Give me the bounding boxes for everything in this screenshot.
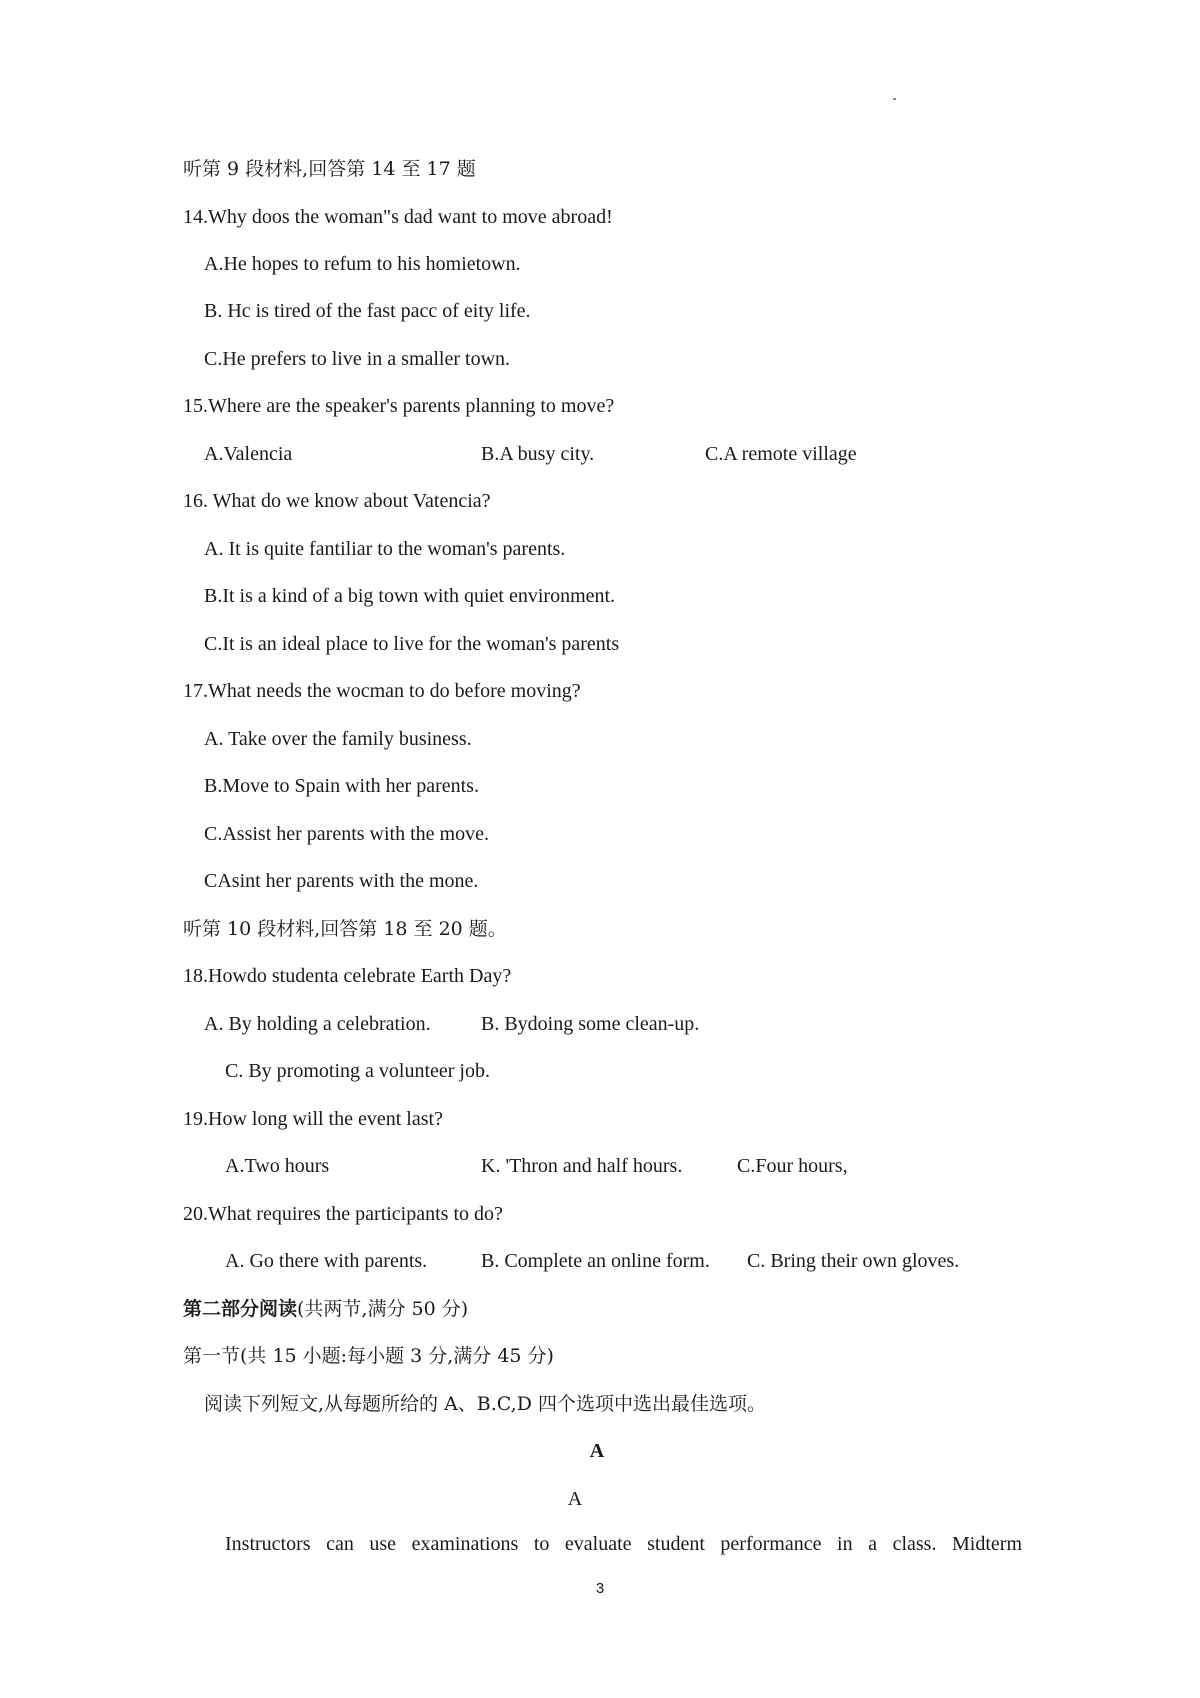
section-9-heading: 听第 9 段材料,回答第 14 至 17 题	[183, 158, 476, 180]
question-15-option-c: C.A remote village	[705, 443, 857, 465]
question-14-option-a: A.He hopes to refum to his homietown.	[204, 253, 521, 275]
section-10-heading: 听第 10 段材料,回答第 18 至 20 题。	[183, 918, 507, 940]
question-19-option-a: A.Two hours	[225, 1155, 330, 1177]
question-17-option-a: A. Take over the family business.	[204, 728, 472, 750]
question-15-stem: 15.Where are the speaker's parents planning to move?	[183, 395, 615, 417]
question-17-stem: 17.What needs the wocman to do before moving?	[183, 680, 581, 702]
question-18-option-c: C. By promoting a volunteer job.	[225, 1060, 490, 1082]
subsection-heading: 第一节(共 15 小题:每小题 3 分,满分 45 分)	[183, 1345, 554, 1367]
question-20-option-a: A. Go there with parents.	[225, 1250, 428, 1272]
page-number: 3	[595, 1580, 605, 1597]
question-18-stem: 18.Howdo studenta celebrate Earth Day?	[183, 965, 512, 987]
question-16-option-a: A. It is quite fantiliar to the woman's parents.	[204, 538, 566, 560]
question-20-stem: 20.What requires the participants to do?	[183, 1203, 503, 1225]
question-15-option-b: B.A busy city.	[481, 443, 595, 465]
question-16-option-c: C.It is an ideal place to live for the woman's parents	[204, 633, 620, 655]
passage-label-bold-text: A	[589, 1440, 605, 1462]
question-19-option-b: K. 'Thron and half hours.	[481, 1155, 683, 1177]
part-two-title-rest: (共两节,满分 50 分)	[297, 1298, 469, 1320]
question-16-stem: 16. What do we know about Vatencia?	[183, 490, 491, 512]
question-15-option-a: A.Valencia	[204, 443, 293, 465]
question-14-option-b: B. Hc is tired of the fast pacc of eity life.	[204, 300, 531, 322]
question-18-option-b: B. Bydoing some clean-up.	[481, 1013, 700, 1035]
passage-label-text: A	[567, 1488, 583, 1510]
question-20-option-c: C. Bring their own gloves.	[747, 1250, 960, 1272]
part-two-title	[183, 1296, 468, 1322]
question-19-option-c: C.Four hours,	[737, 1155, 848, 1177]
question-18-option-a: A. By holding a celebration.	[204, 1013, 431, 1035]
question-17-option-d: CAsint her parents with the mone.	[204, 870, 479, 892]
question-17-option-b: B.Move to Spain with her parents.	[204, 775, 479, 797]
question-17-option-c: C.Assist her parents with the move.	[204, 823, 489, 845]
question-20-option-b: B. Complete an online form.	[481, 1250, 710, 1272]
passage-label-bold	[0, 1438, 1200, 1464]
part-two-title-bold: 第二部分阅读	[183, 1298, 298, 1320]
reading-instruction: 阅读下列短文,从每题所给的 A、B.C,D 四个选项中选出最佳选项。	[204, 1393, 766, 1415]
scan-speck	[893, 98, 896, 100]
question-14-stem: 14.Why doos the woman"s dad want to move abroad!	[183, 206, 613, 228]
question-16-option-b: B.It is a kind of a big town with quiet environment.	[204, 585, 616, 607]
question-14-option-c: C.He prefers to live in a smaller town.	[204, 348, 511, 370]
question-19-stem: 19.How long will the event last?	[183, 1108, 443, 1130]
passage-label	[0, 1486, 1200, 1512]
passage-first-line: Instructors can use examinations to evaluate student performance in a class. Midterm	[225, 1533, 1022, 1555]
